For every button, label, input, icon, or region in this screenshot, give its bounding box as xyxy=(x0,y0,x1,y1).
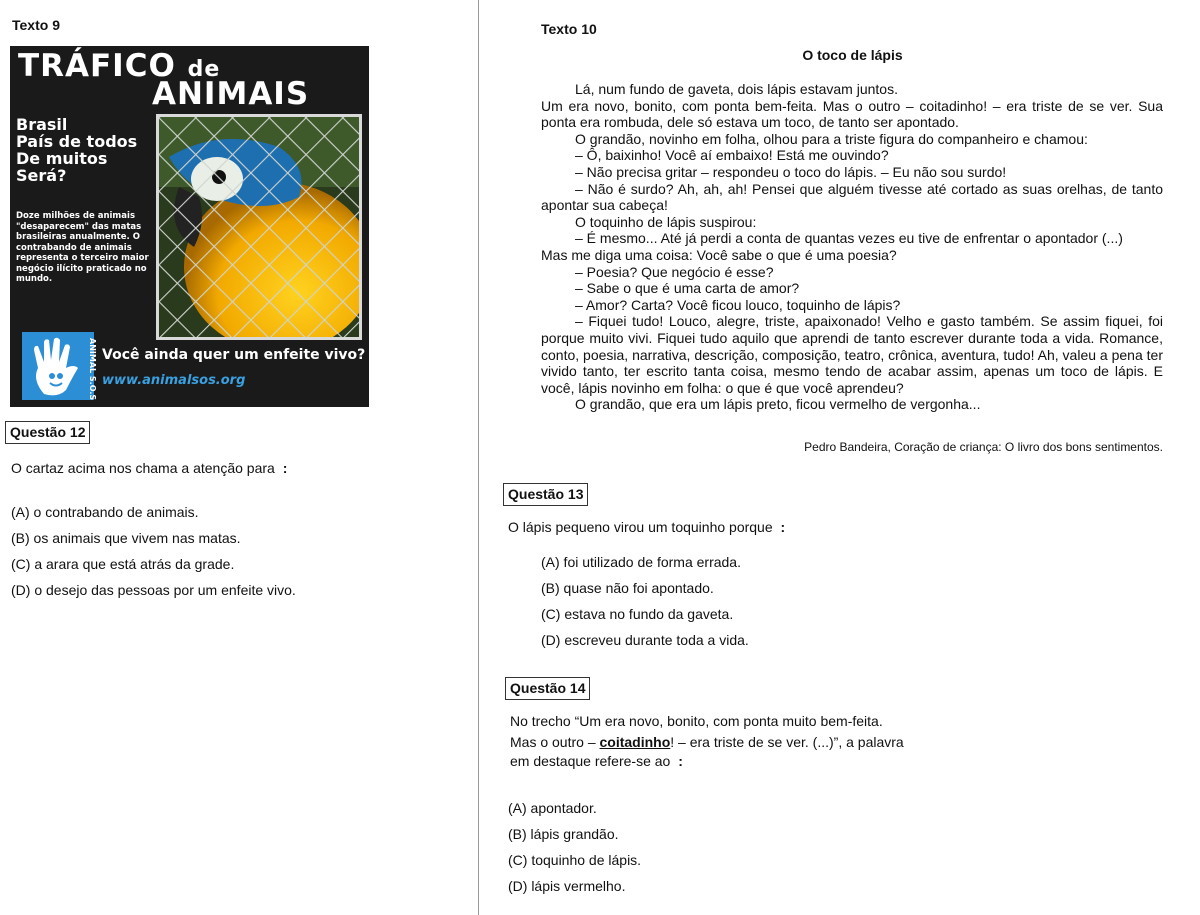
story-paragraph: O grandão, novinho em folha, olhou para a triste figura do companheiro e chamou: xyxy=(575,130,1088,147)
story-paragraph: – Ô, baixinho! Você aí embaixo! Está me ouvindo? xyxy=(575,147,889,164)
story-paragraph: O grandão, que era um lápis preto, ficou vermelho de vergonha... xyxy=(575,396,981,413)
story-paragraph: – Poesia? Que negócio é esse? xyxy=(575,263,774,280)
poster-title-de: de xyxy=(187,57,221,82)
poster-url: www.animalsos.org xyxy=(102,373,246,388)
questao13-option-d[interactable]: (D) escreveu durante toda a vida. xyxy=(541,632,749,648)
line2-post: ! – era triste de se ver. (...)”, a palavra xyxy=(670,734,904,750)
logo-vertical-text: ANIMAL S.O.S xyxy=(88,338,97,401)
prompt-text: O lápis pequeno virou um toquinho porque xyxy=(508,519,773,535)
animal-sos-logo xyxy=(22,332,94,400)
questao13-prompt xyxy=(508,519,785,535)
story-paragraph: – Não precisa gritar – respondeu o toco do lápis. – Eu não sou surdo! xyxy=(575,163,1007,180)
highlighted-word: coitadinho xyxy=(599,734,671,750)
parrot-behind-fence-image xyxy=(156,114,362,340)
questao14-label: Questão 14 xyxy=(505,677,590,700)
questao14-option-b[interactable]: (B) lápis grandão. xyxy=(508,826,619,842)
questao14-option-d[interactable]: (D) lápis vermelho. xyxy=(508,878,626,894)
questao12-prompt xyxy=(11,460,287,476)
story-paragraph: – É mesmo... Até já perdi a conta de quantas vezes eu tive de enfrentar o apontador (...) xyxy=(575,230,1123,247)
questao14-option-a[interactable]: (A) apontador. xyxy=(508,800,597,816)
prompt-colon: : xyxy=(282,460,288,476)
questao12-label: Questão 12 xyxy=(5,421,90,444)
story-paragraph: – Fiquei tudo! Louco, alegre, triste, apaixonado! Velho e gasto também. Se assim fiquei, foi porque muito vivi. Fiquei tudo aquilo que aprendi de tanto escrever durante toda a vida. Romance, conto, poesia, narrativa, descrição, composição, teatro, crônica, aventura, tudo! Ah, valeu a pena ter vivido tanto, ter escrito tanta coisa, mesmo tendo de acabar assim, apenas um toco de lápis. E você, lápis novinho em folha: o que é que você aprendeu? xyxy=(541,313,1163,396)
questao14-line2 xyxy=(510,734,904,750)
story-paragraph: Um era novo, bonito, com ponta bem-feita. Mas o outro – coitadinho! – era triste de se ver. Sua ponta era rombuda, dele só estava um toco, de tanto ser apontado. xyxy=(541,97,1163,131)
slogan-line: Será? xyxy=(16,166,67,185)
slogan-line: País de todos xyxy=(16,132,138,151)
questao14-option-c[interactable]: (C) toquinho de lápis. xyxy=(508,852,642,868)
slogan-line: De muitos xyxy=(16,149,108,168)
line3-text: em destaque refere-se ao xyxy=(510,753,671,769)
story-paragraph: – Não é surdo? Ah, ah, ah! Pensei que alguém tivesse até cortado as suas orelhas, de tanto apontar sua cabeça! xyxy=(541,180,1163,214)
story-paragraph: Mas me diga uma coisa: Você sabe o que é uma poesia? xyxy=(541,246,897,263)
texto10-label: Texto 10 xyxy=(541,21,597,37)
column-divider xyxy=(478,0,479,915)
prompt-text: O cartaz acima nos chama a atenção para xyxy=(11,460,275,476)
story-paragraph: – Sabe o que é uma carta de amor? xyxy=(575,280,800,297)
poster-slogan xyxy=(16,116,146,184)
questao14-line3 xyxy=(510,753,683,769)
questao13-option-b[interactable]: (B) quase não foi apontado. xyxy=(541,580,714,596)
questao13-label: Questão 13 xyxy=(503,483,588,506)
story-body xyxy=(541,81,1163,413)
story-paragraph: Lá, num fundo de gaveta, dois lápis estavam juntos. xyxy=(575,81,898,97)
line2-pre: Mas o outro – xyxy=(510,734,596,750)
poster-title-line2: ANIMAIS xyxy=(152,76,310,112)
prompt-colon: : xyxy=(678,753,683,769)
questao12-option-b[interactable]: (B) os animais que vivem nas matas. xyxy=(11,530,241,546)
hand-print-icon xyxy=(22,332,94,400)
story-paragraph: O toquinho de lápis suspirou: xyxy=(575,213,757,230)
story-citation: Pedro Bandeira, Coração de criança: O livro dos bons sentimentos. xyxy=(804,440,1163,454)
questao12-option-a[interactable]: (A) o contrabando de animais. xyxy=(11,504,199,520)
questao12-option-c[interactable]: (C) a arara que está atrás da grade. xyxy=(11,556,235,572)
story-title: O toco de lápis xyxy=(802,47,903,63)
slogan-line: Brasil xyxy=(16,115,68,134)
questao14-line1: No trecho “Um era novo, bonito, com ponta muito bem-feita. xyxy=(510,713,883,729)
parrot-illustration xyxy=(159,117,359,337)
story-paragraph: – Amor? Carta? Você ficou louco, toquinho de lápis? xyxy=(575,296,901,313)
poster-small-text: Doze milhões de animais "desaparecem" das matas brasileiras anualmente. O contrabando de animais representa o terceiro maior negócio ilícito praticado no mundo. xyxy=(16,211,149,284)
questao13-option-a[interactable]: (A) foi utilizado de forma errada. xyxy=(541,554,741,570)
prompt-colon: : xyxy=(780,519,786,535)
poster-title-word: TRÁFICO xyxy=(18,48,176,84)
trafico-poster xyxy=(10,46,369,407)
texto9-label: Texto 9 xyxy=(12,17,60,33)
questao12-option-d[interactable]: (D) o desejo das pessoas por um enfeite vivo. xyxy=(11,582,296,598)
questao13-option-c[interactable]: (C) estava no fundo da gaveta. xyxy=(541,606,734,622)
poster-call-to-action: Você ainda quer um enfeite vivo? xyxy=(102,347,366,363)
